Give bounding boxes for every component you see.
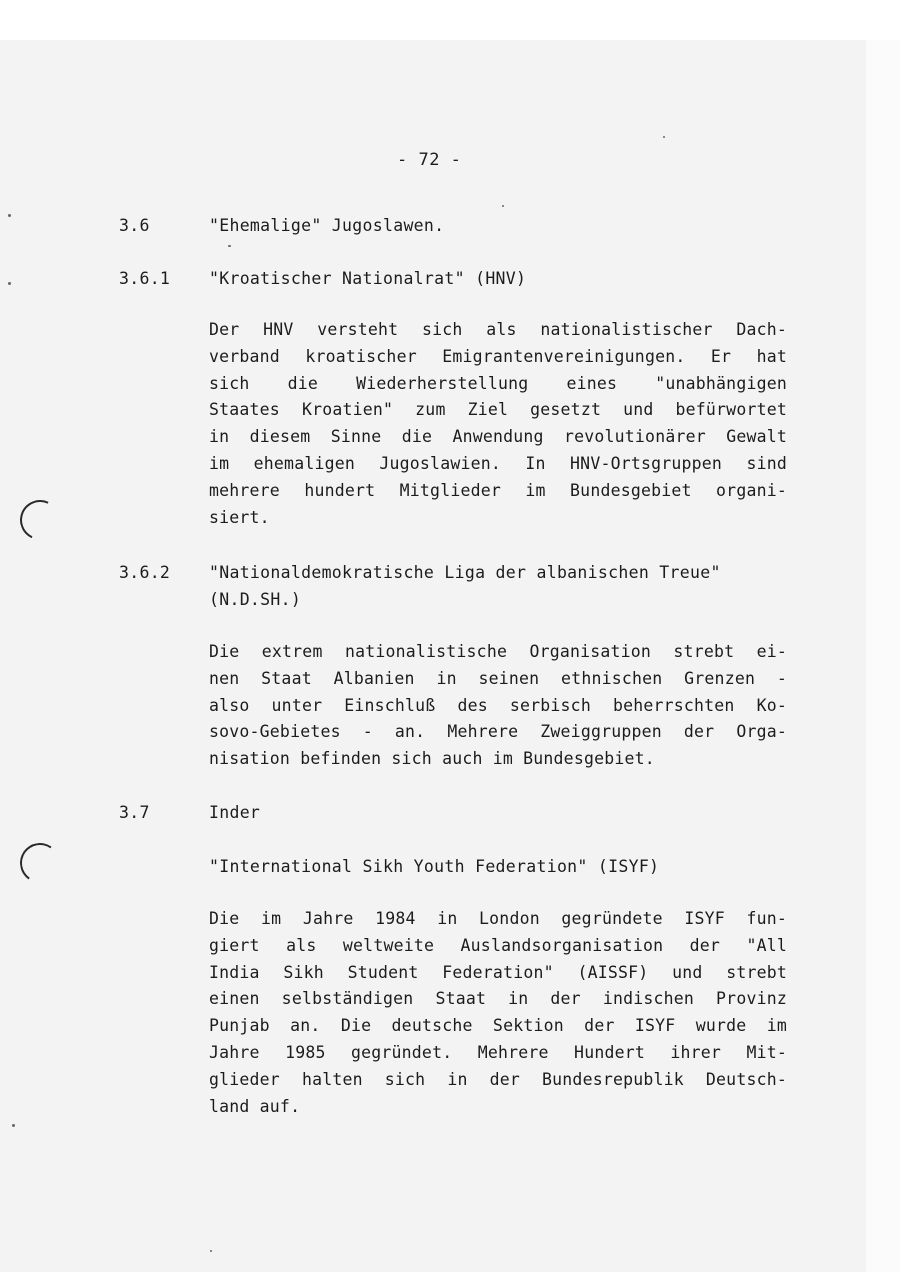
paragraph-line: also unter Einschluß des serbisch beherrschten Ko- — [209, 695, 787, 715]
paragraph-line: Die im Jahre 1984 in London gegründete ISYF fun- — [209, 909, 787, 928]
section-paragraph — [209, 639, 787, 773]
paragraph-line: Punjab an. Die deutsche Sektion der ISYF wurde im — [209, 1016, 787, 1036]
section-number: 3.6.1 — [119, 269, 171, 288]
scan-speck — [210, 1250, 212, 1252]
scan-speck — [663, 136, 665, 138]
section-heading: "Ehemalige" Jugoslawen. — [209, 216, 445, 235]
section-heading-continued: (N.D.SH.) — [209, 590, 302, 609]
paragraph-line: siert. — [209, 507, 270, 527]
section-heading: "Kroatischer Nationalrat" (HNV) — [209, 269, 527, 288]
page-number: - 72 - — [397, 150, 462, 170]
section-heading: Inder — [209, 803, 261, 822]
paragraph-line: einen selbständigen Staat in der indischen Provinz — [209, 989, 787, 1009]
paragraph-line: Die extrem nationalistische Organisation strebt ei- — [209, 642, 787, 661]
paragraph-line: mehrere hundert Mitglieder im Bundesgebiet organi- — [209, 480, 787, 500]
scan-speck — [8, 282, 11, 285]
paragraph-line: nen Staat Albanien in seinen ethnischen Grenzen - — [209, 668, 787, 688]
section-number: 3.6.2 — [119, 563, 171, 582]
paragraph-line: Jahre 1985 gegründet. Mehrere Hundert ihrer Mit- — [209, 1042, 787, 1062]
section-paragraph — [209, 317, 787, 531]
paragraph-line: India Sikh Student Federation" (AISSF) und strebt — [209, 962, 787, 982]
scan-speck — [8, 214, 11, 217]
section-number: 3.7 — [119, 803, 150, 822]
paragraph-line: nisation befinden sich auch im Bundesgebiet. — [209, 749, 655, 769]
paragraph-line: verband kroatischer Emigrantenvereinigungen. Er hat — [209, 346, 787, 366]
paragraph-line: Staates Kroatien" zum Ziel gesetzt und befürwortet — [209, 400, 787, 420]
paragraph-line: glieder halten sich in der Bundesrepublik Deutsch- — [209, 1069, 787, 1089]
section-number: 3.6 — [119, 216, 150, 235]
paragraph-line: Der HNV versteht sich als nationalistischer Dach- — [209, 320, 787, 339]
scan-speck — [228, 245, 231, 247]
scan-speck — [502, 205, 504, 207]
scan-speck — [12, 1124, 15, 1127]
section-paragraph — [209, 906, 787, 1120]
paragraph-line: in diesem Sinne die Anwendung revolutionärer Gewalt — [209, 427, 787, 447]
paragraph-line: land auf. — [209, 1096, 301, 1116]
section-heading: "Nationaldemokratische Liga der albanischen Treue" — [209, 563, 721, 582]
page-edge — [866, 40, 900, 1272]
subsection-heading: "International Sikh Youth Federation" (ISYF) — [209, 857, 660, 876]
paragraph-line: sovo-Gebietes - an. Mehrere Zweiggruppen der Orga- — [209, 722, 787, 742]
paragraph-line: im ehemaligen Jugoslawien. In HNV-Ortsgruppen sind — [209, 453, 787, 473]
paragraph-line: sich die Wiederherstellung eines "unabhängigen — [209, 373, 787, 393]
paragraph-line: giert als weltweite Auslandsorganisation der "All — [209, 935, 787, 955]
